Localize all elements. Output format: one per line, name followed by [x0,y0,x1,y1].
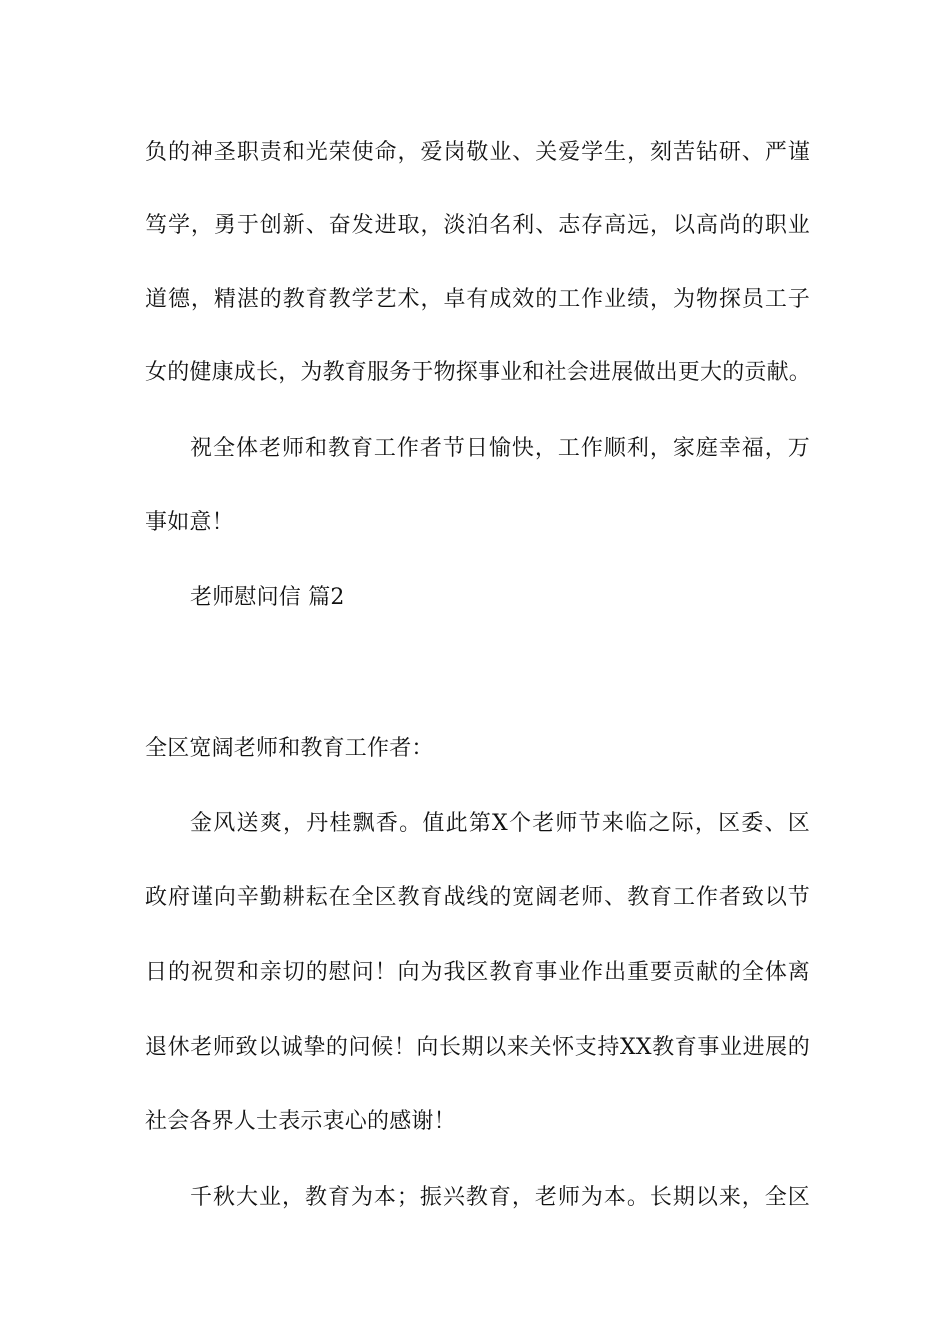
paragraph-line: 笃学，勇于创新、奋发进取，淡泊名利、志存高远，以高尚的职业 [145,213,810,238]
paragraph-line: 退休老师致以诚挚的问候！向长期以来关怀支持XX教育事业进展的 [145,1035,810,1060]
paragraph-line: 政府谨向辛勤耕耘在全区教育战线的宽阔老师、教育工作者致以节 [145,885,810,910]
paragraph-line: 社会各界人士表示衷心的感谢！ [145,1109,456,1134]
section-heading: 老师慰问信 篇2 [190,585,345,610]
paragraph-line: 道德，精湛的教育教学艺术，卓有成效的工作业绩，为物探员工子 [145,287,810,312]
paragraph-line: 负的神圣职责和光荣使命，爱岗敬业、关爱学生，刻苦钻研、严谨 [145,140,810,165]
paragraph-line: 千秋大业，教育为本；振兴教育，老师为本。长期以来，全区 [190,1185,810,1210]
paragraph-line: 事如意！ [145,510,234,535]
paragraph-line: 女的健康成长，为教育服务于物探事业和社会进展做出更大的贡献。 [145,360,812,385]
paragraph-line: 金风送爽，丹桂飘香。值此第X个老师节来临之际，区委、区 [190,811,810,836]
paragraph-line: 日的祝贺和亲切的慰问！向为我区教育事业作出重要贡献的全体离 [145,960,810,985]
salutation: 全区宽阔老师和教育工作者： [145,736,434,761]
paragraph-line: 祝全体老师和教育工作者节日愉快，工作顺利，家庭幸福，万 [190,436,810,461]
